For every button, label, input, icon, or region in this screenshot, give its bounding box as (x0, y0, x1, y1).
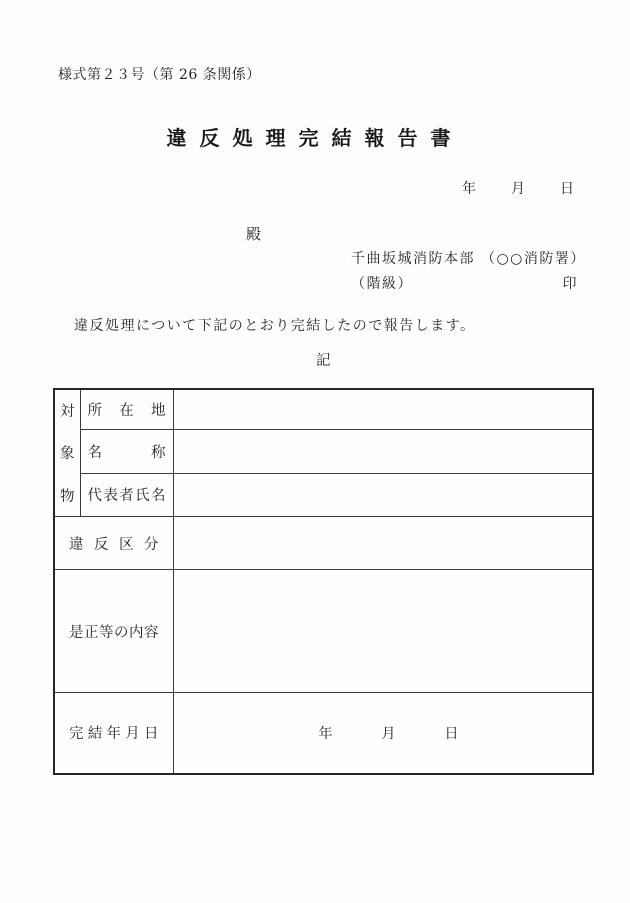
table-row (54, 429, 593, 473)
rank-seal-line (351, 273, 578, 293)
top-date-day-label: 日 (560, 181, 574, 197)
issuer-rank: （階級） (351, 276, 413, 292)
form-number: 様式第２３号（第 26 条関係） (58, 67, 261, 83)
record-heading: 記 (316, 353, 331, 369)
label-correction-details: 是正等の内容 (54, 570, 173, 693)
subject-group-vertical-label (55, 390, 80, 516)
correction-details-value-cell (173, 570, 593, 693)
completion-date-day-label: 日 (444, 725, 459, 742)
completion-date-year-label: 年 (318, 725, 333, 742)
subject-char: 象 (60, 445, 75, 462)
name-value-cell (173, 429, 593, 473)
issuer-name: 千曲坂城消防本部 （○○消防署） (351, 251, 586, 267)
top-date-month-label: 月 (511, 181, 525, 197)
completion-date-line (174, 723, 593, 743)
label-name: 名称 (80, 429, 173, 473)
table-row (54, 517, 593, 570)
subject-group-cell (54, 389, 80, 517)
table-row (54, 389, 593, 429)
body-text: 違反処理について下記のとおり完結したので報告します。 (74, 318, 476, 334)
table-row (54, 693, 593, 774)
label-completion-date: 完結年月日 (54, 693, 173, 774)
label-representative-name: 代表者氏名 (80, 473, 173, 516)
table-row (54, 570, 593, 693)
subject-char: 対 (60, 403, 75, 420)
completion-date-month-label: 月 (381, 725, 396, 742)
report-table (53, 388, 594, 775)
label-violation-category: 違反区分 (54, 517, 173, 570)
table-row (54, 473, 593, 516)
top-date-year-label: 年 (462, 181, 476, 197)
completion-date-value-cell (173, 693, 593, 774)
subject-char: 物 (60, 488, 75, 505)
page-title: 違反処理完結報告書 (166, 126, 464, 150)
representative-value-cell (173, 473, 593, 516)
seal-mark: 印 (562, 276, 578, 292)
top-date-line (462, 178, 574, 198)
violation-category-value-cell (173, 517, 593, 570)
location-value-cell (173, 389, 593, 429)
label-location: 所在地 (80, 389, 173, 429)
addressee-suffix: 殿 (246, 225, 262, 243)
